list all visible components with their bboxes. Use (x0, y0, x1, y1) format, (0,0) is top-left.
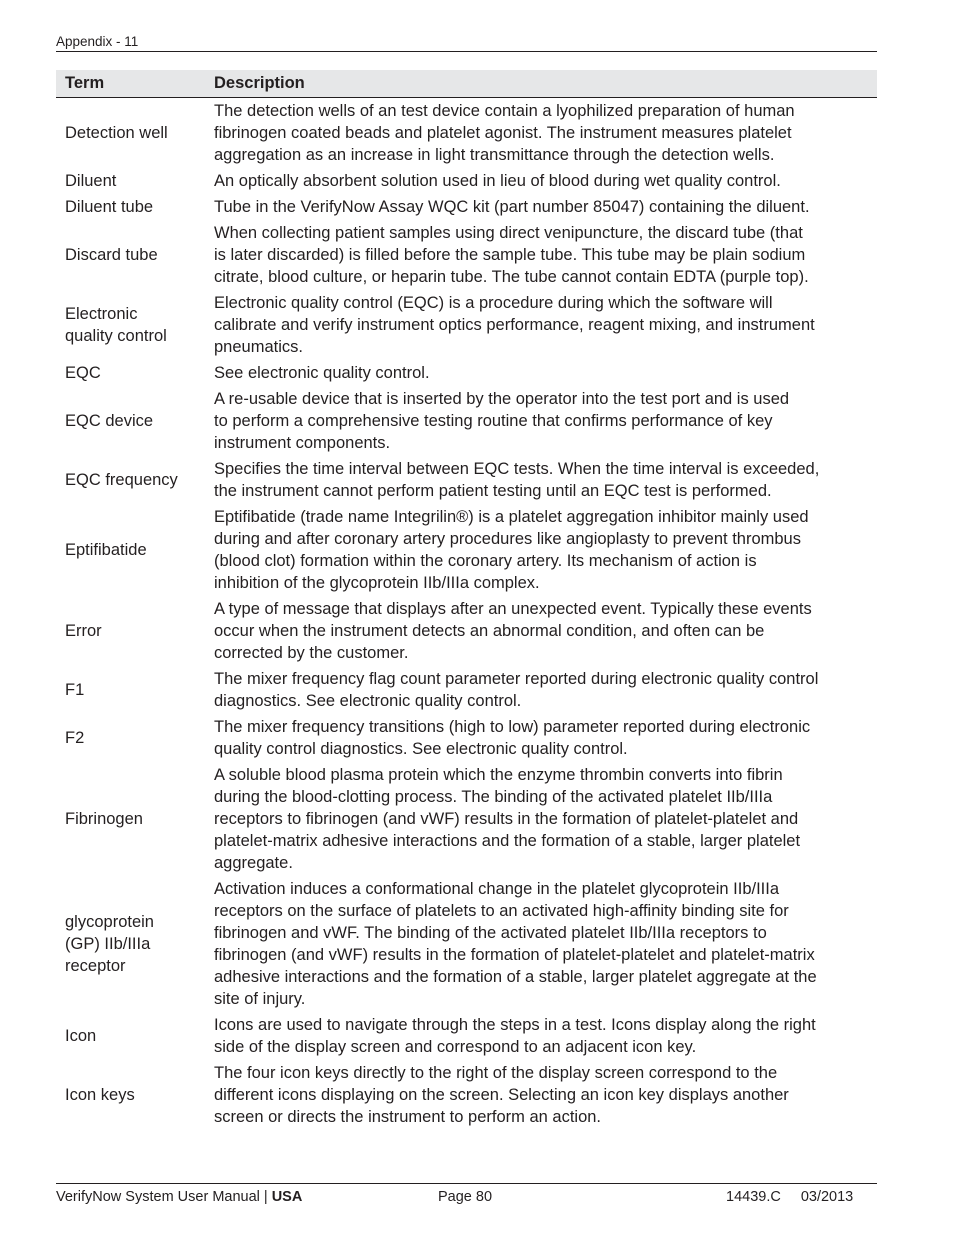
term-cell: F2 (65, 729, 85, 747)
table-body (56, 98, 877, 1130)
description-cell: An optically absorbent solution used in lieu of blood during wet quality control. (214, 172, 781, 190)
table-row (56, 762, 877, 876)
table-row (56, 666, 877, 714)
table-header (56, 70, 877, 98)
term-cell: Icon keys (65, 1086, 135, 1104)
table-row (56, 386, 877, 456)
description-cell: Eptifibatide (trade name Integrilin®) is a platelet aggregation inhibitor mainly used during and after coronary artery procedures like angioplasty to prevent thrombus (blood clot) formation within the coronary artery. Its mechanism of action is inhibition of the glycoprotein IIb/IIIa complex. (214, 508, 809, 592)
description-cell: See electronic quality control. (214, 364, 430, 382)
term-cell: Eptifibatide (65, 541, 147, 559)
description-cell: A soluble blood plasma protein which the enzyme thrombin converts into fibrin during the blood-clotting process. The binding of the activated platelet IIb/IIIa receptors to fibrinogen (and vWF) results in the formation of platelet-platelet and platelet-matrix adhesive interactions and the formation of a stable, larger platelet aggregate. (214, 766, 801, 872)
term-cell: Detection well (65, 124, 168, 142)
description-cell: Specifies the time interval between EQC tests. When the time interval is exceeded, the instrument cannot perform patient testing until an EQC test is performed. (214, 460, 820, 500)
term-cell: F1 (65, 681, 85, 699)
header-divider (56, 51, 877, 52)
column-header-term: Term (65, 74, 105, 92)
table-row (56, 504, 877, 596)
term-cell: EQC device (65, 412, 154, 430)
description-cell: A re-usable device that is inserted by the operator into the test port and is used to perform a comprehensive testing routine that confirms performance of key instrument components. (214, 390, 790, 452)
term-cell: Electronic quality control (65, 305, 167, 345)
table-row (56, 876, 877, 1012)
table-row (56, 360, 877, 386)
footer-region: USA (271, 1189, 303, 1205)
term-cell: EQC (65, 364, 101, 382)
description-cell: The detection wells of an test device contain a lyophilized preparation of human fibrinogen coated beads and platelet agonist. The instrument measures platelet aggregation as an increase in light transmittance through the detection wells. (214, 102, 795, 164)
term-cell: Fibrinogen (65, 810, 143, 828)
term-cell: glycoprotein (GP) IIb/IIIa receptor (65, 913, 154, 975)
footer-manual-name: VerifyNow System User Manual | (56, 1189, 272, 1205)
description-cell: When collecting patient samples using direct venipuncture, the discard tube (that is later discarded) is filled before the sample tube. This tube may be plain sodium citrate, blood culture, or heparin tube. The tube cannot contain EDTA (purple top). (214, 224, 809, 286)
footer-doc-id: 14439.C (726, 1189, 781, 1205)
description-cell: The mixer frequency flag count parameter reported during electronic quality control diagnostics. See electronic quality control. (214, 670, 819, 710)
table-row (56, 596, 877, 666)
description-cell: Tube in the VerifyNow Assay WQC kit (part number 85047) containing the diluent. (214, 198, 810, 216)
table-row (56, 714, 877, 762)
table-row (56, 194, 877, 220)
table-row (56, 290, 877, 360)
term-cell: Diluent tube (65, 198, 154, 216)
footer-manual-title (56, 1189, 302, 1205)
description-cell: The four icon keys directly to the right of the display screen correspond to the different icons displaying on the screen. Selecting an icon key displays another screen or directs the instrument to perform an action. (214, 1064, 789, 1126)
table-row (56, 1012, 877, 1060)
term-cell: Discard tube (65, 246, 158, 264)
footer-page-number: Page 80 (438, 1189, 493, 1205)
term-cell: EQC frequency (65, 471, 178, 489)
table-row (56, 168, 877, 194)
table-row (56, 98, 877, 168)
description-cell: Icons are used to navigate through the steps in a test. Icons display along the right side of the display screen and correspond to an adjacent icon key. (214, 1016, 816, 1056)
description-cell: Electronic quality control (EQC) is a procedure during which the software will calibrate and verify instrument optics performance, reagent mixing, and instrument pneumatics. (214, 294, 815, 356)
table-row (56, 220, 877, 290)
footer-divider (56, 1183, 877, 1184)
table-row (56, 456, 877, 504)
description-cell: A type of message that displays after an unexpected event. Typically these events occur when the instrument detects an abnormal condition, and often can be corrected by the customer. (214, 600, 812, 662)
page-header-label: Appendix - 11 (56, 34, 139, 49)
description-cell: The mixer frequency transitions (high to low) parameter reported during electronic quality control diagnostics. See electronic quality control. (214, 718, 811, 758)
footer-date: 03/2013 (800, 1189, 854, 1205)
column-header-description: Description (214, 74, 305, 92)
footer-doc-info (726, 1189, 853, 1205)
term-cell: Error (65, 622, 102, 640)
table-row (56, 1060, 877, 1130)
description-cell: Activation induces a conformational change in the platelet glycoprotein IIb/IIIa receptors on the surface of platelets to an activated high-affinity binding site for fibrinogen and vWF. The binding of the activated platelet IIb/IIIa receptors to fibrinogen (and vWF) results in the formation of platelet-platelet and platelet-matrix adhesive interactions and the formation of a stable, larger platelet aggregate at the site of injury. (214, 880, 817, 1008)
glossary-table (56, 70, 877, 1130)
term-cell: Diluent (65, 172, 117, 190)
term-cell: Icon (65, 1027, 97, 1045)
